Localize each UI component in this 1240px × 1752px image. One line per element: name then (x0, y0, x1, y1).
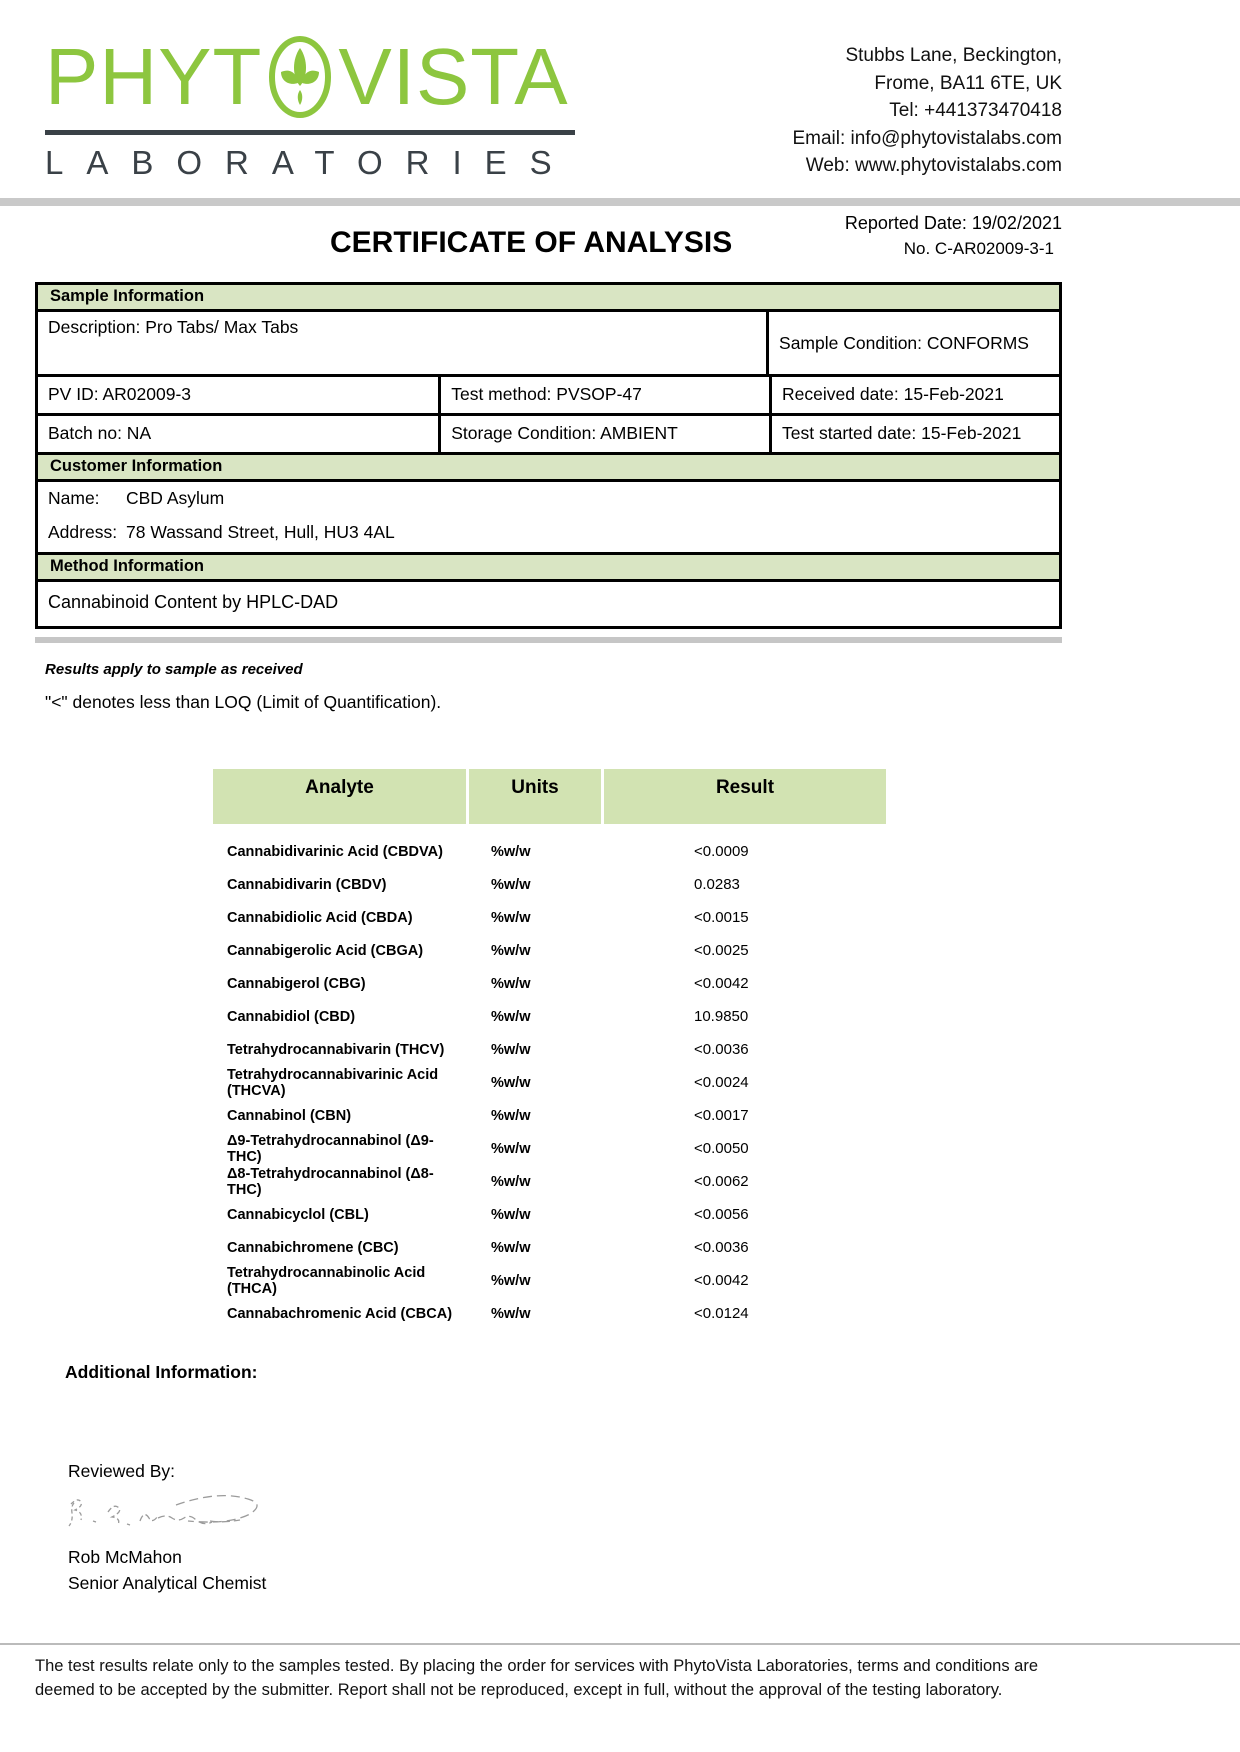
sample-information-header: Sample Information (38, 285, 1059, 312)
header-divider (0, 198, 1240, 206)
method-information-header: Method Information (38, 552, 1059, 582)
customer-name-line (48, 488, 1049, 509)
analyte-cell: Cannabachromenic Acid (CBCA) (227, 1305, 453, 1322)
result-cell: <0.0025 (694, 942, 749, 959)
analyte-cell: Δ9-Tetrahydrocannabinol (Δ9-THC) (227, 1132, 434, 1165)
contact-web: Web: www.phytovistalabs.com (805, 155, 1062, 176)
result-cell: <0.0015 (694, 909, 749, 926)
table-row (213, 868, 889, 901)
customer-name-label: Name: (48, 488, 100, 508)
leaf-icon (267, 34, 333, 120)
table-row (213, 1132, 889, 1165)
result-column-header: Result (604, 769, 886, 824)
footer-line-1: The test results relate only to the samples tested. By placing the order for services with PhytoVista Laboratories, terms and conditions are (35, 1657, 1039, 1675)
result-cell: <0.0062 (694, 1173, 749, 1190)
table-row (213, 1000, 889, 1033)
table-row (213, 901, 889, 934)
contact-block (792, 34, 1062, 180)
loq-note: "<" denotes less than LOQ (Limit of Quantification). (45, 692, 442, 712)
result-cell: <0.0042 (694, 975, 749, 992)
result-cell: 0.0283 (694, 876, 740, 893)
units-cell: %w/w (491, 975, 531, 992)
test-method-cell: Test method: PVSOP-47 (438, 377, 769, 413)
logo-subtitle: LABORATORIES (45, 144, 575, 181)
units-cell: %w/w (491, 843, 531, 860)
logo-text-suffix: VISTA (338, 32, 569, 121)
results-table-header (213, 769, 889, 824)
table-row (213, 1231, 889, 1264)
signature-icon (60, 1485, 275, 1541)
analyte-cell: Cannabidiolic Acid (CBDA) (227, 909, 413, 926)
results-table-body (213, 835, 889, 1330)
sample-row-description (38, 312, 1059, 374)
logo-wordmark (45, 34, 575, 120)
units-cell: %w/w (491, 1305, 531, 1322)
section-divider (35, 637, 1062, 643)
customer-address: 78 Wassand Street, Hull, HU3 4AL (126, 522, 395, 542)
analyte-cell: Tetrahydrocannabinolic Acid (THCA) (227, 1264, 426, 1297)
customer-information-header: Customer Information (38, 452, 1059, 482)
footer-line-2: deemed to be accepted by the submitter. Report shall not be reproduced, except in full, without the approval of the testing laboratory. (35, 1681, 1003, 1699)
analyte-cell: Cannabigerolic Acid (CBGA) (227, 942, 424, 959)
test-started-date-cell: Test started date: 15-Feb-2021 (769, 416, 1059, 452)
table-row (213, 1198, 889, 1231)
analyte-cell: Cannabichromene (CBC) (227, 1239, 399, 1256)
title-row (0, 206, 1240, 282)
analyte-column-header: Analyte (213, 769, 466, 824)
units-cell: %w/w (491, 1173, 531, 1190)
report-number: No. C-AR02009-3-1 (903, 239, 1054, 258)
result-cell: <0.0056 (694, 1206, 749, 1223)
contact-address-line2: Frome, BA11 6TE, UK (874, 72, 1062, 94)
units-column-header: Units (469, 769, 601, 824)
table-row (213, 1099, 889, 1132)
page-title: CERTIFICATE OF ANALYSIS (330, 226, 733, 259)
result-cell: 10.9850 (694, 1008, 749, 1025)
results-apply-note: Results apply to sample as received (45, 661, 303, 678)
customer-name: CBD Asylum (126, 488, 225, 508)
pv-id-cell: PV ID: AR02009-3 (48, 384, 191, 404)
table-row (213, 1066, 889, 1099)
reviewer-title: Senior Analytical Chemist (68, 1573, 267, 1593)
table-row (213, 934, 889, 967)
header (0, 0, 1240, 182)
batch-no-cell: Batch no: NA (48, 423, 152, 443)
info-table (35, 282, 1062, 629)
table-row (213, 1297, 889, 1330)
additional-information-label: Additional Information: (65, 1362, 258, 1382)
result-cell: <0.0036 (694, 1239, 749, 1256)
analyte-cell: Cannabinol (CBN) (227, 1107, 352, 1124)
method-cell: Cannabinoid Content by HPLC-DAD (48, 592, 339, 612)
reviewed-by-label: Reviewed By: (68, 1461, 175, 1481)
units-cell: %w/w (491, 1206, 531, 1223)
result-cell: <0.0036 (694, 1041, 749, 1058)
table-row (213, 835, 889, 868)
reviewer-name: Rob McMahon (68, 1547, 182, 1567)
footer-disclaimer (0, 1643, 1240, 1702)
customer-address-label: Address: (48, 522, 118, 542)
logo-text-prefix: PHYT (45, 32, 263, 121)
analyte-cell: Cannabidivarinic Acid (CBDVA) (227, 843, 443, 860)
analyte-cell: Cannabicyclol (CBL) (227, 1206, 369, 1223)
result-cell: <0.0009 (694, 843, 749, 860)
units-cell: %w/w (491, 1074, 531, 1091)
analyte-cell: Cannabidiol (CBD) (227, 1008, 356, 1025)
signature-image (60, 1485, 1240, 1546)
table-row (213, 1033, 889, 1066)
received-date-cell: Received date: 15-Feb-2021 (769, 377, 1059, 413)
units-cell: %w/w (491, 1239, 531, 1256)
result-cell: <0.0024 (694, 1074, 749, 1091)
units-cell: %w/w (491, 1140, 531, 1157)
contact-email: Email: info@phytovistalabs.com (792, 127, 1062, 149)
storage-condition-cell: Storage Condition: AMBIENT (438, 416, 769, 452)
logo-rule (45, 130, 575, 135)
result-cell: <0.0050 (694, 1140, 749, 1157)
sample-condition-cell: Sample Condition: CONFORMS (779, 332, 1029, 353)
units-cell: %w/w (491, 1107, 531, 1124)
result-cell: <0.0017 (694, 1107, 749, 1124)
analyte-cell: Cannabidivarin (CBDV) (227, 876, 387, 893)
analyte-cell: Δ8-Tetrahydrocannabinol (Δ8-THC) (227, 1165, 434, 1198)
result-cell: <0.0124 (694, 1305, 749, 1322)
sample-row-1 (38, 374, 1059, 413)
customer-address-line (48, 522, 1049, 543)
contact-address-line1: Stubbs Lane, Beckington, (845, 45, 1062, 66)
customer-cell (38, 482, 1059, 552)
reported-date: Reported Date: 19/02/2021 (844, 213, 1062, 233)
units-cell: %w/w (491, 942, 531, 959)
units-cell: %w/w (491, 1008, 531, 1025)
units-cell: %w/w (491, 909, 531, 926)
contact-phone: Tel: +441373470418 (889, 100, 1062, 121)
table-row (213, 1165, 889, 1198)
table-row (213, 967, 889, 1000)
results-table (213, 769, 889, 1330)
table-row (213, 1264, 889, 1297)
sample-row-2 (38, 413, 1059, 452)
analyte-cell: Cannabigerol (CBG) (227, 975, 366, 992)
analyte-cell: Tetrahydrocannabivarinic Acid (THCVA) (227, 1066, 439, 1099)
result-cell: <0.0042 (694, 1272, 749, 1289)
phytovista-logo (45, 34, 575, 182)
units-cell: %w/w (491, 876, 531, 893)
units-cell: %w/w (491, 1041, 531, 1058)
description-cell: Description: Pro Tabs/ Max Tabs (38, 312, 769, 374)
units-cell: %w/w (491, 1272, 531, 1289)
analyte-cell: Tetrahydrocannabivarin (THCV) (227, 1041, 445, 1058)
